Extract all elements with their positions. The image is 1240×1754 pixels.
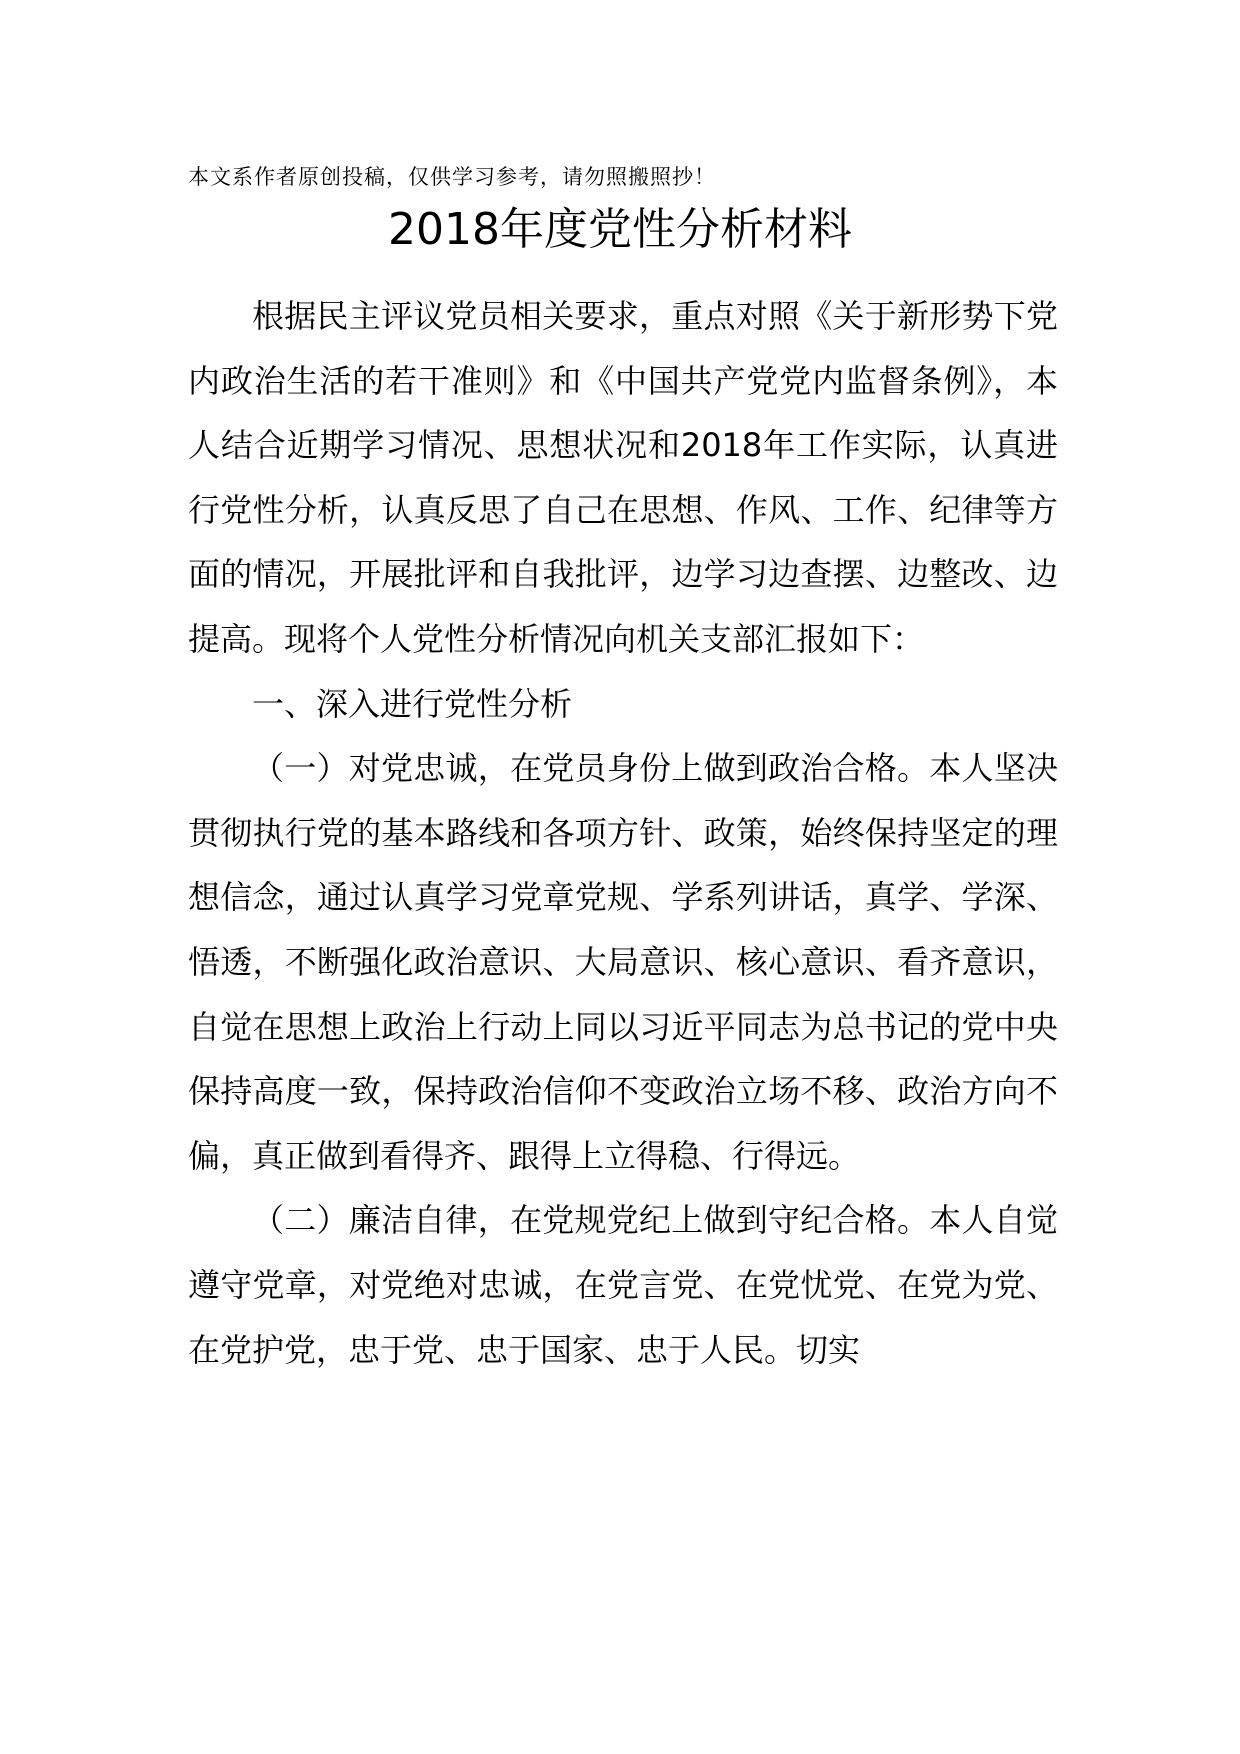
section-heading: 一、深入进行党性分析 bbox=[252, 684, 573, 723]
section-2-paragraph: （二）廉洁自律，在党规党纪上做到守纪合格。本人自觉遵守党章，对党绝对忠诚，在党言党、在党忧党、在党为党、在党护党，忠于党、忠于国家、忠于人民。切实 bbox=[188, 1201, 1058, 1369]
copyright-notice: 本文系作者原创投稿，仅供学习参考，请勿照搬照抄！ bbox=[188, 165, 716, 189]
intro-paragraph: 根据民主评议党员相关要求，重点对照《关于新形势下党内政治生活的若干准则》和《中国共产党党内监督条例》，本人结合近期学习情况、思想状况和2018年工作实际，认真进行党性分析，认真反思了自己在思想、作风、工作、纪律等方面的情况，开展批评和自我批评，边学习边查摆、边整改、边提高。现将个人党性分析情况向机关支部汇报如下： bbox=[188, 297, 1058, 658]
document-body bbox=[188, 284, 1058, 1382]
document-title: 2018年度党性分析材料 bbox=[388, 204, 852, 255]
section-1-paragraph: （一）对党忠诚，在党员身份上做到政治合格。本人坚决贯彻执行党的基本路线和各项方针、政策，始终保持坚定的理想信念，通过认真学习党章党规、学系列讲话，真学、学深、悟透，不断强化政治意识、大局意识、核心意识、看齐意识，自觉在思想上政治上行动上同以习近平同志为总书记的党中央保持高度一致，保持政治信仰不变政治立场不移、政治方向不偏，真正做到看得齐、跟得上立得稳、行得远。 bbox=[188, 749, 1058, 1175]
